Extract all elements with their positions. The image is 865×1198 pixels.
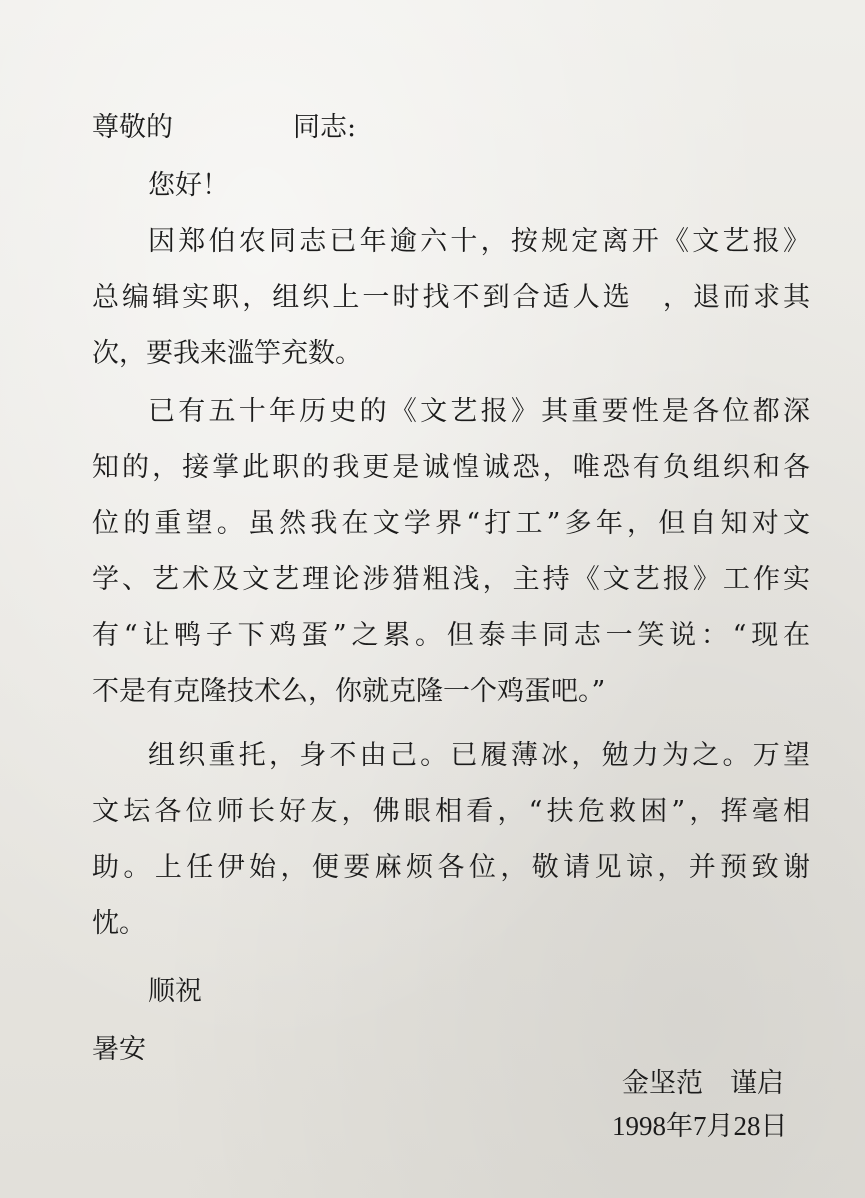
paragraph1-line3: 次，要我来滥竽充数。 <box>92 338 362 369</box>
signature: 金坚范 谨启 <box>622 1068 784 1099</box>
paragraph2-line2: 知的，接掌此职的我更是诚惶诚恐，唯恐有负组织和各 <box>92 452 810 483</box>
paragraph3-line3: 助。上任伊始，便要麻烦各位，敬请见谅，并预致谢 <box>92 852 810 883</box>
letter-date: 1998年7月28日 <box>612 1111 788 1141</box>
paragraph2-line5: 有“让鸭子下鸡蛋”之累。但泰丰同志一笑说：“现在 <box>92 620 810 651</box>
greeting: 您好！ <box>148 170 229 201</box>
paragraph2-line1: 已有五十年历史的《文艺报》其重要性是各位都深 <box>148 396 810 427</box>
paragraph1-line1: 因郑伯农同志已年逾六十，按规定离开《文艺报》 <box>148 226 810 257</box>
paragraph3-line2: 文坛各位师长好友，佛眼相看，“扶危救困”，挥毫相 <box>92 796 810 827</box>
paragraph2-line4: 学、艺术及文艺理论涉猎粗浅，主持《文艺报》工作实 <box>92 564 810 595</box>
paragraph1-line2: 总编辑实职，组织上一时找不到合适人选 ，退而求其 <box>92 282 810 313</box>
closing-wish: 顺祝 <box>148 976 202 1007</box>
paragraph2-line6: 不是有克隆技术么，你就克隆一个鸡蛋吧。” <box>92 676 606 707</box>
salutation <box>92 108 356 148</box>
closing-season: 暑安 <box>92 1034 146 1065</box>
paragraph3-line1: 组织重托，身不由己。已履薄冰，勉力为之。万望 <box>148 740 810 771</box>
paragraph2-line3: 位的重望。虽然我在文学界“打工”多年，但自知对文 <box>92 508 810 539</box>
salutation-prefix: 尊敬的 <box>92 112 173 143</box>
salutation-suffix: 同志: <box>293 112 357 143</box>
paragraph3-line4: 忱。 <box>92 908 146 939</box>
